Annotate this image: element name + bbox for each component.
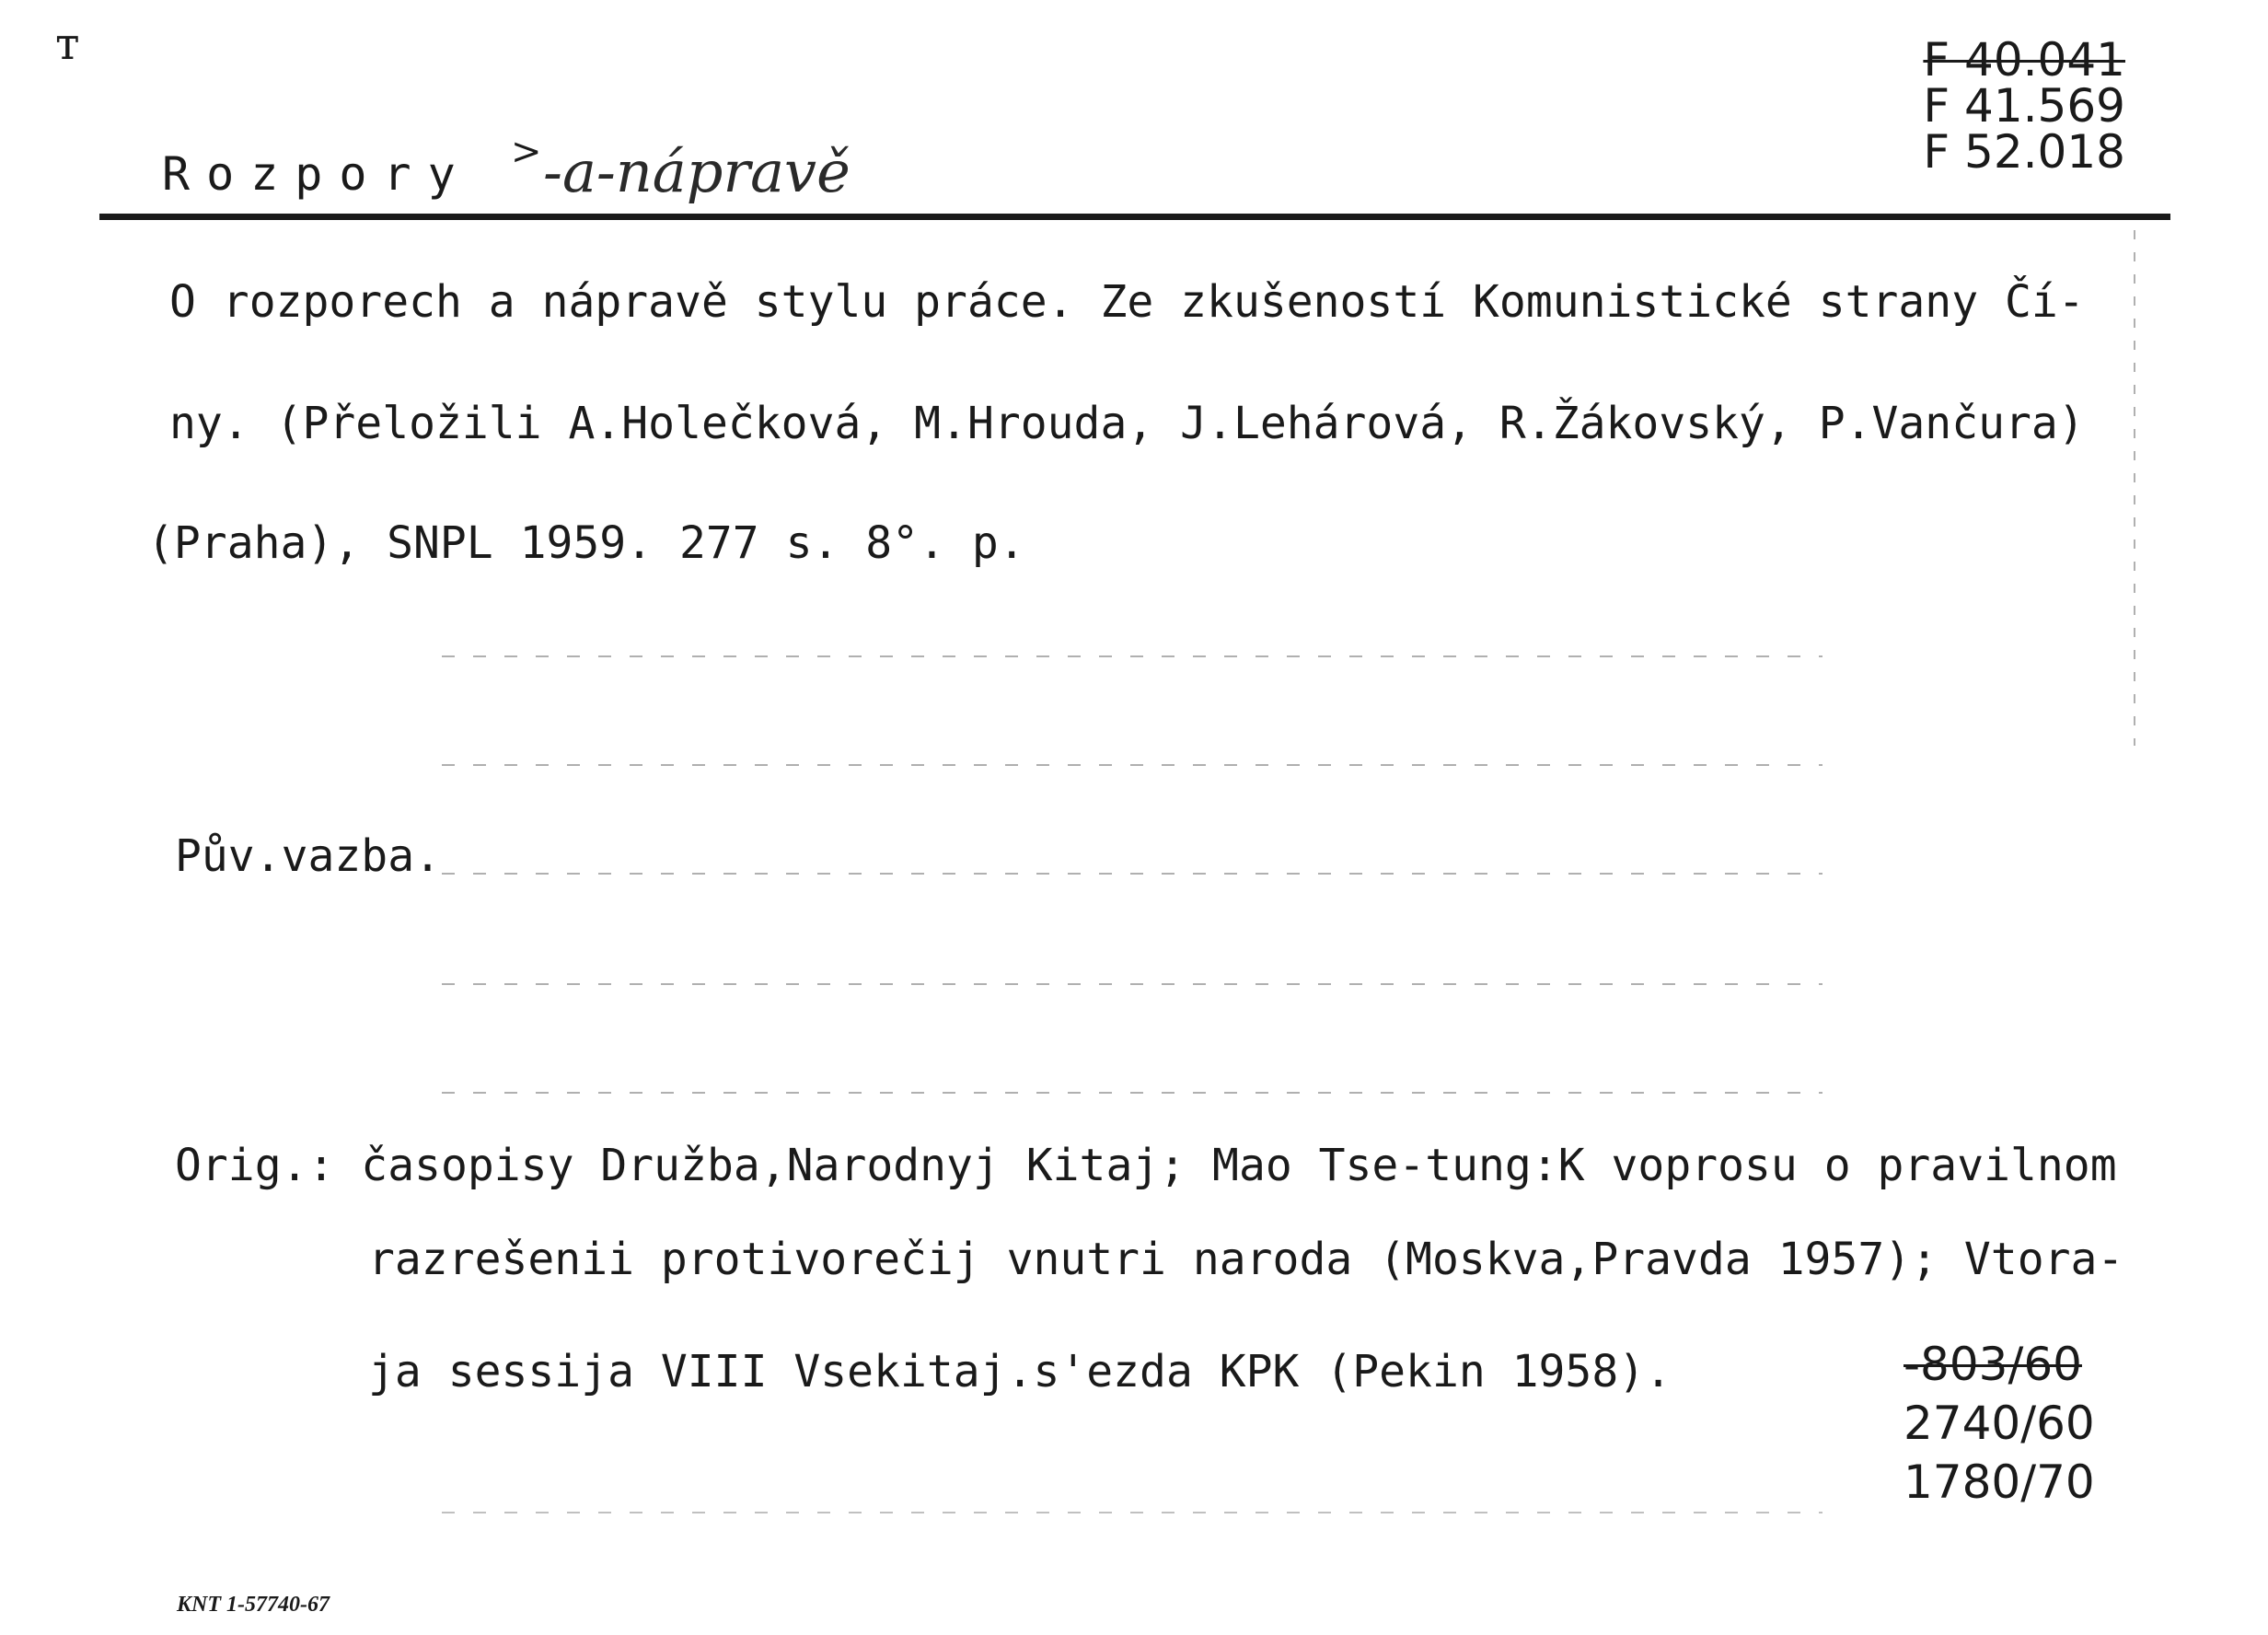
heading-rule (99, 214, 2170, 220)
ruled-line (442, 764, 1822, 766)
heading-handwritten-addition: -a-nápravě (543, 138, 850, 205)
corner-mark: ᴛ (55, 18, 80, 70)
original-note-line-2: razrešenii protivorečij vnutri naroda (Moskva,Pravda 1957); Vtora- (368, 1234, 2124, 1285)
original-note-line-3: ja sessija VIII Vsekitaj.s'ezda KPK (Pekin 1958). (368, 1346, 1672, 1397)
shelfmark-2: F 41.569 (1923, 79, 2125, 133)
shelfmark-1: F 40.041 (1923, 33, 2125, 87)
ruled-line (442, 983, 1822, 985)
ruled-line (442, 1092, 1822, 1094)
accession-number-3: 1780/70 (1904, 1455, 2095, 1509)
accession-number-2: 2740/60 (1904, 1397, 2095, 1450)
ruled-line (442, 873, 1822, 875)
shelfmarks (1923, 33, 2125, 179)
original-note-line-1: Orig.: časopisy Družba,Narodnyj Kitaj; Mao Tse-tung:K voprosu o pravilnom (175, 1140, 2117, 1191)
binding-note: Pův.vazba. (175, 830, 441, 882)
card-print-code: KNT 1-57740-67 (177, 1593, 330, 1617)
heading-insert-mark: > (511, 131, 542, 173)
shelfmark-3: F 52.018 (1923, 125, 2125, 179)
ruled-line (442, 655, 1822, 657)
margin-line (2134, 230, 2135, 746)
accession-number-1: -803/60 (1904, 1338, 2082, 1391)
accession-numbers (1904, 1335, 2095, 1512)
card-heading: Rozpory (162, 147, 472, 201)
title-line-2: ny. (Přeložili A.Holečková, M.Hrouda, J.Lehárová, R.Žákovský, P.Vančura) (169, 398, 2085, 449)
imprint-line: (Praha), SNPL 1959. 277 s. 8°. p. (147, 517, 1025, 569)
ruled-line (442, 1512, 1822, 1513)
title-line-1: O rozporech a nápravě stylu práce. Ze zkušeností Komunistické strany Čí- (169, 276, 2085, 328)
